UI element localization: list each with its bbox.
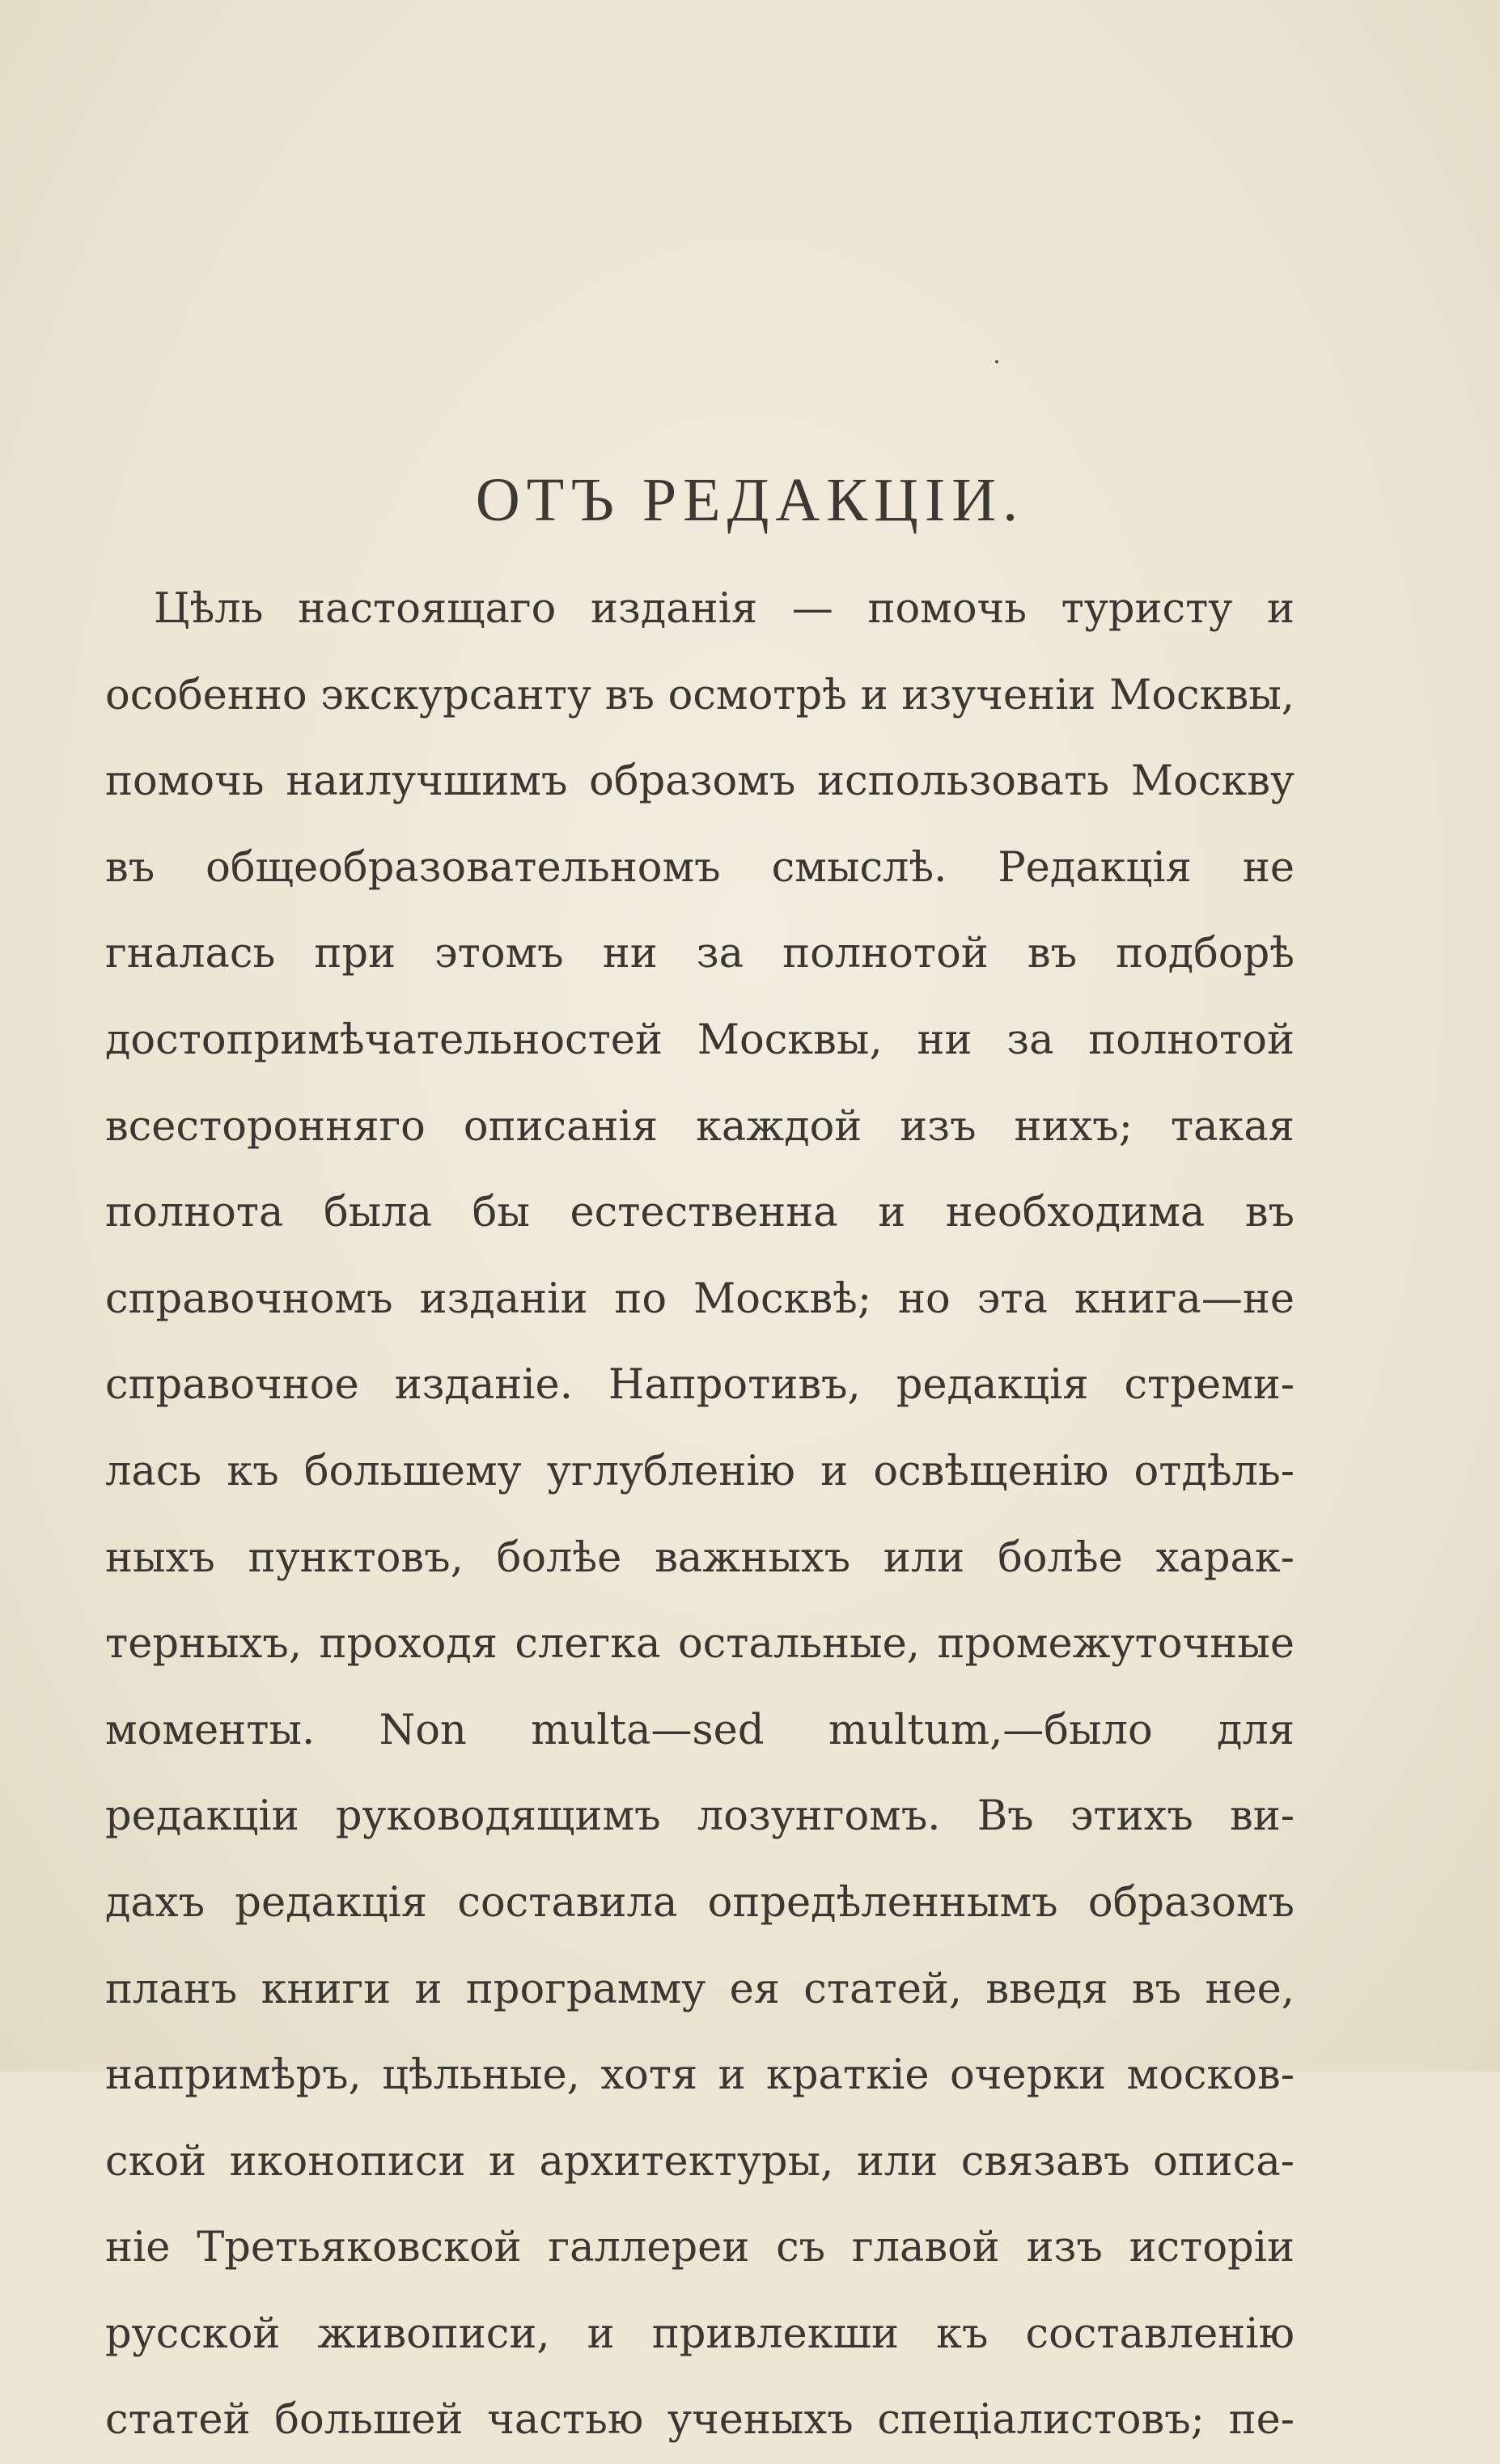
text-line: въ общеобразовательномъ смыслѣ. Редакцiя не <box>105 843 1294 892</box>
page-title: ОТЪ РЕДАКЦIИ. <box>475 466 1025 534</box>
text-line: нiе Третьяковской галлереи съ главой изъ исторiи <box>105 2224 1294 2272</box>
text-line: лась къ большему углубленiю и освѣщенiю отдѣль- <box>105 1447 1294 1495</box>
text-line: помочь наилучшимъ образомъ использовать Москву <box>105 757 1294 806</box>
text-line: напримѣръ, цѣльные, хотя и краткiе очерки москов- <box>105 2051 1294 2100</box>
text-line: моменты. Non multa—sed multum,—было для <box>105 1706 1294 1754</box>
text-line: справочномъ изданiи по Москвѣ; но эта книга—не <box>105 1274 1294 1323</box>
text-line: полнота была бы естественна и необходима въ <box>105 1189 1294 1237</box>
text-line: планъ книги и программу ея статей, введя въ нее, <box>105 1965 1294 2013</box>
text-line: статей большей частью ученыхъ спецiалистовъ; пе- <box>105 2396 1294 2445</box>
text-line: справочное изданiе. Напротивъ, редакцiя стреми- <box>105 1361 1294 1410</box>
text-line: гналась при этомъ ни за полнотой въ подборѣ <box>105 930 1294 978</box>
text-line: редакцiи руководящимъ лозунгомъ. Въ этихъ ви- <box>105 1792 1294 1841</box>
text-line: всесторонняго описанiя каждой изъ нихъ; такая <box>105 1102 1294 1151</box>
text-line: Цѣль настоящаго изданiя — помочь туристу и <box>154 585 1294 633</box>
text-line: ской иконописи и архитектуры, или связавъ описа- <box>105 2137 1294 2186</box>
text-line: русской живописи, и привлекши къ составленiю <box>105 2309 1294 2358</box>
text-line: особенно экскурсанту въ осмотрѣ и изученiи Москвы, <box>105 671 1294 719</box>
text-line: терныхъ, проходя слегка остальные, промежуточные <box>105 1620 1294 1669</box>
text-line: ныхъ пунктовъ, болѣе важныхъ или болѣе харак- <box>105 1533 1294 1582</box>
ink-speck <box>995 360 998 363</box>
text-line: достопримѣчательностей Москвы, ни за полнотой <box>105 1016 1294 1064</box>
body-paragraph <box>105 566 1294 2464</box>
text-line: дахъ редакцiя составила опредѣленнымъ образомъ <box>105 1878 1294 1927</box>
